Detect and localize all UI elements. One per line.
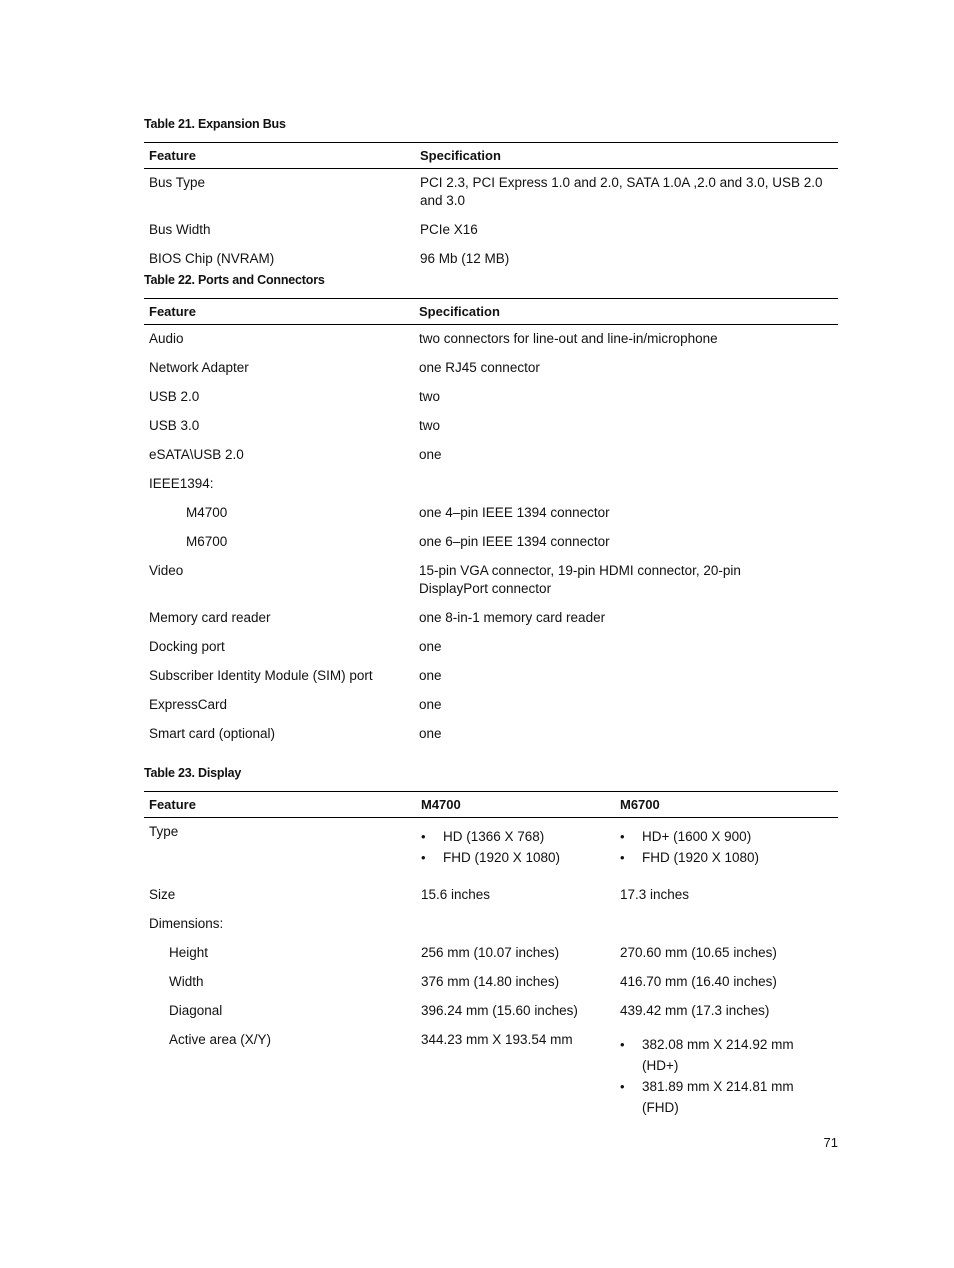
table-row <box>144 1026 838 1124</box>
list-item-text: FHD (1920 X 1080) <box>642 850 760 865</box>
table-22-caption: Table 22. Ports and Connectors <box>144 273 325 287</box>
spec-cell: two <box>419 418 441 433</box>
feature-cell: ExpressCard <box>149 697 228 712</box>
spec-cell: 96 Mb (12 MB) <box>420 251 510 266</box>
table-row <box>144 325 838 355</box>
m6700-cell <box>615 910 838 939</box>
feature-cell: USB 2.0 <box>149 389 200 404</box>
feature-cell: Diagonal <box>169 1003 223 1018</box>
table-header-row <box>144 792 838 818</box>
column-header-m4700: M4700 <box>416 792 615 818</box>
column-header-specification: Specification <box>414 299 838 325</box>
bullet-list <box>620 826 833 868</box>
feature-cell: Active area (X/Y) <box>169 1032 272 1047</box>
bullet-list <box>421 826 610 868</box>
feature-cell: Type <box>149 824 179 839</box>
list-item-text: HD+ (1600 X 900) <box>642 829 752 844</box>
m6700-cell: 17.3 inches <box>620 887 690 902</box>
feature-cell: Subscriber Identity Module (SIM) port <box>149 668 373 683</box>
feature-cell: eSATA\USB 2.0 <box>149 447 244 462</box>
m6700-cell: 439.42 mm (17.3 inches) <box>620 1003 770 1018</box>
m4700-cell: 15.6 inches <box>421 887 491 902</box>
list-item-text: FHD (1920 X 1080) <box>443 850 561 865</box>
m4700-cell: 256 mm (10.07 inches) <box>421 945 560 960</box>
spec-cell: one <box>419 447 442 462</box>
list-item-text: 381.89 mm X 214.81 mm (FHD) <box>642 1079 794 1115</box>
feature-cell: M4700 <box>186 505 228 520</box>
feature-cell: Size <box>149 887 176 902</box>
spec-cell: one <box>419 639 442 654</box>
table-row <box>144 939 838 968</box>
table-row <box>144 691 838 720</box>
bullet-icon: • <box>620 1037 625 1052</box>
m4700-cell <box>416 910 615 939</box>
table-row <box>144 968 838 997</box>
table-row <box>144 216 838 245</box>
table-row <box>144 874 838 910</box>
list-item <box>620 1076 833 1118</box>
bullet-icon: • <box>421 829 426 844</box>
feature-cell: Memory card reader <box>149 610 271 625</box>
table-21 <box>144 142 838 274</box>
table-header-row <box>144 143 838 169</box>
feature-cell: Video <box>149 563 184 578</box>
feature-cell: Bus Type <box>149 175 206 190</box>
spec-cell: one 8-in-1 memory card reader <box>419 610 606 625</box>
m4700-cell: 396.24 mm (15.60 inches) <box>421 1003 578 1018</box>
table-22 <box>144 298 838 749</box>
table-row <box>144 910 838 939</box>
bullet-icon: • <box>620 829 625 844</box>
feature-cell: IEEE1394: <box>149 476 214 491</box>
spec-cell: one <box>419 668 442 683</box>
m6700-cell: 416.70 mm (16.40 inches) <box>620 974 777 989</box>
bullet-icon: • <box>620 850 625 865</box>
table-header-row <box>144 299 838 325</box>
feature-cell: Docking port <box>149 639 225 654</box>
column-header-specification: Specification <box>415 143 838 169</box>
table-23 <box>144 791 838 1124</box>
table-row <box>144 818 838 875</box>
feature-cell: M6700 <box>186 534 228 549</box>
spec-cell: one RJ45 connector <box>419 360 540 375</box>
table-row <box>144 720 838 749</box>
table-23-caption: Table 23. Display <box>144 766 242 780</box>
spec-cell: one 6–pin IEEE 1394 connector <box>419 534 610 549</box>
bullet-icon: • <box>620 1079 625 1094</box>
list-item <box>620 1034 833 1076</box>
feature-cell: Height <box>169 945 209 960</box>
page-number: 71 <box>823 1135 838 1150</box>
table-row <box>144 412 838 441</box>
feature-cell: BIOS Chip (NVRAM) <box>149 251 275 266</box>
list-item <box>620 847 833 868</box>
feature-cell: Width <box>169 974 204 989</box>
m4700-cell: 344.23 mm X 193.54 mm <box>421 1032 573 1047</box>
table-row <box>144 633 838 662</box>
list-item <box>421 847 610 868</box>
m6700-cell: 270.60 mm (10.65 inches) <box>620 945 777 960</box>
list-item-text: HD (1366 X 768) <box>443 829 545 844</box>
feature-cell: Audio <box>149 331 184 346</box>
table-row <box>144 441 838 470</box>
feature-cell: Smart card (optional) <box>149 726 276 741</box>
spec-cell: 15-pin VGA connector, 19-pin HDMI connector, 20-pin DisplayPort connector <box>419 563 741 596</box>
m4700-cell: 376 mm (14.80 inches) <box>421 974 560 989</box>
table-row <box>144 499 838 528</box>
column-header-feature: Feature <box>144 299 414 325</box>
table-row <box>144 604 838 633</box>
table-row <box>144 997 838 1026</box>
table-row <box>144 557 838 604</box>
m4700-cell <box>416 818 615 875</box>
spec-cell: one <box>419 697 442 712</box>
spec-cell: two connectors for line-out and line-in/microphone <box>419 331 718 346</box>
spec-cell <box>414 470 838 499</box>
table-row <box>144 528 838 557</box>
feature-cell: Bus Width <box>149 222 211 237</box>
table-row <box>144 354 838 383</box>
table-row <box>144 383 838 412</box>
spec-cell: PCI 2.3, PCI Express 1.0 and 2.0, SATA 1.0A ,2.0 and 3.0, USB 2.0 and 3.0 <box>420 175 823 208</box>
list-item-text: 382.08 mm X 214.92 mm (HD+) <box>642 1037 794 1073</box>
m6700-cell <box>615 1026 838 1124</box>
column-header-feature: Feature <box>144 792 416 818</box>
bullet-icon: • <box>421 850 426 865</box>
spec-cell: PCIe X16 <box>420 222 478 237</box>
feature-cell: USB 3.0 <box>149 418 200 433</box>
table-row <box>144 662 838 691</box>
table-21-caption: Table 21. Expansion Bus <box>144 117 286 131</box>
m6700-cell <box>615 818 838 875</box>
column-header-m6700: M6700 <box>615 792 838 818</box>
list-item <box>421 826 610 847</box>
table-row <box>144 470 838 499</box>
table-row <box>144 245 838 274</box>
feature-cell: Network Adapter <box>149 360 249 375</box>
list-item <box>620 826 833 847</box>
table-row <box>144 169 838 217</box>
bullet-list <box>620 1034 833 1118</box>
spec-cell: one <box>419 726 442 741</box>
spec-cell: one 4–pin IEEE 1394 connector <box>419 505 610 520</box>
feature-cell: Dimensions: <box>149 916 224 931</box>
spec-cell: two <box>419 389 441 404</box>
column-header-feature: Feature <box>144 143 415 169</box>
